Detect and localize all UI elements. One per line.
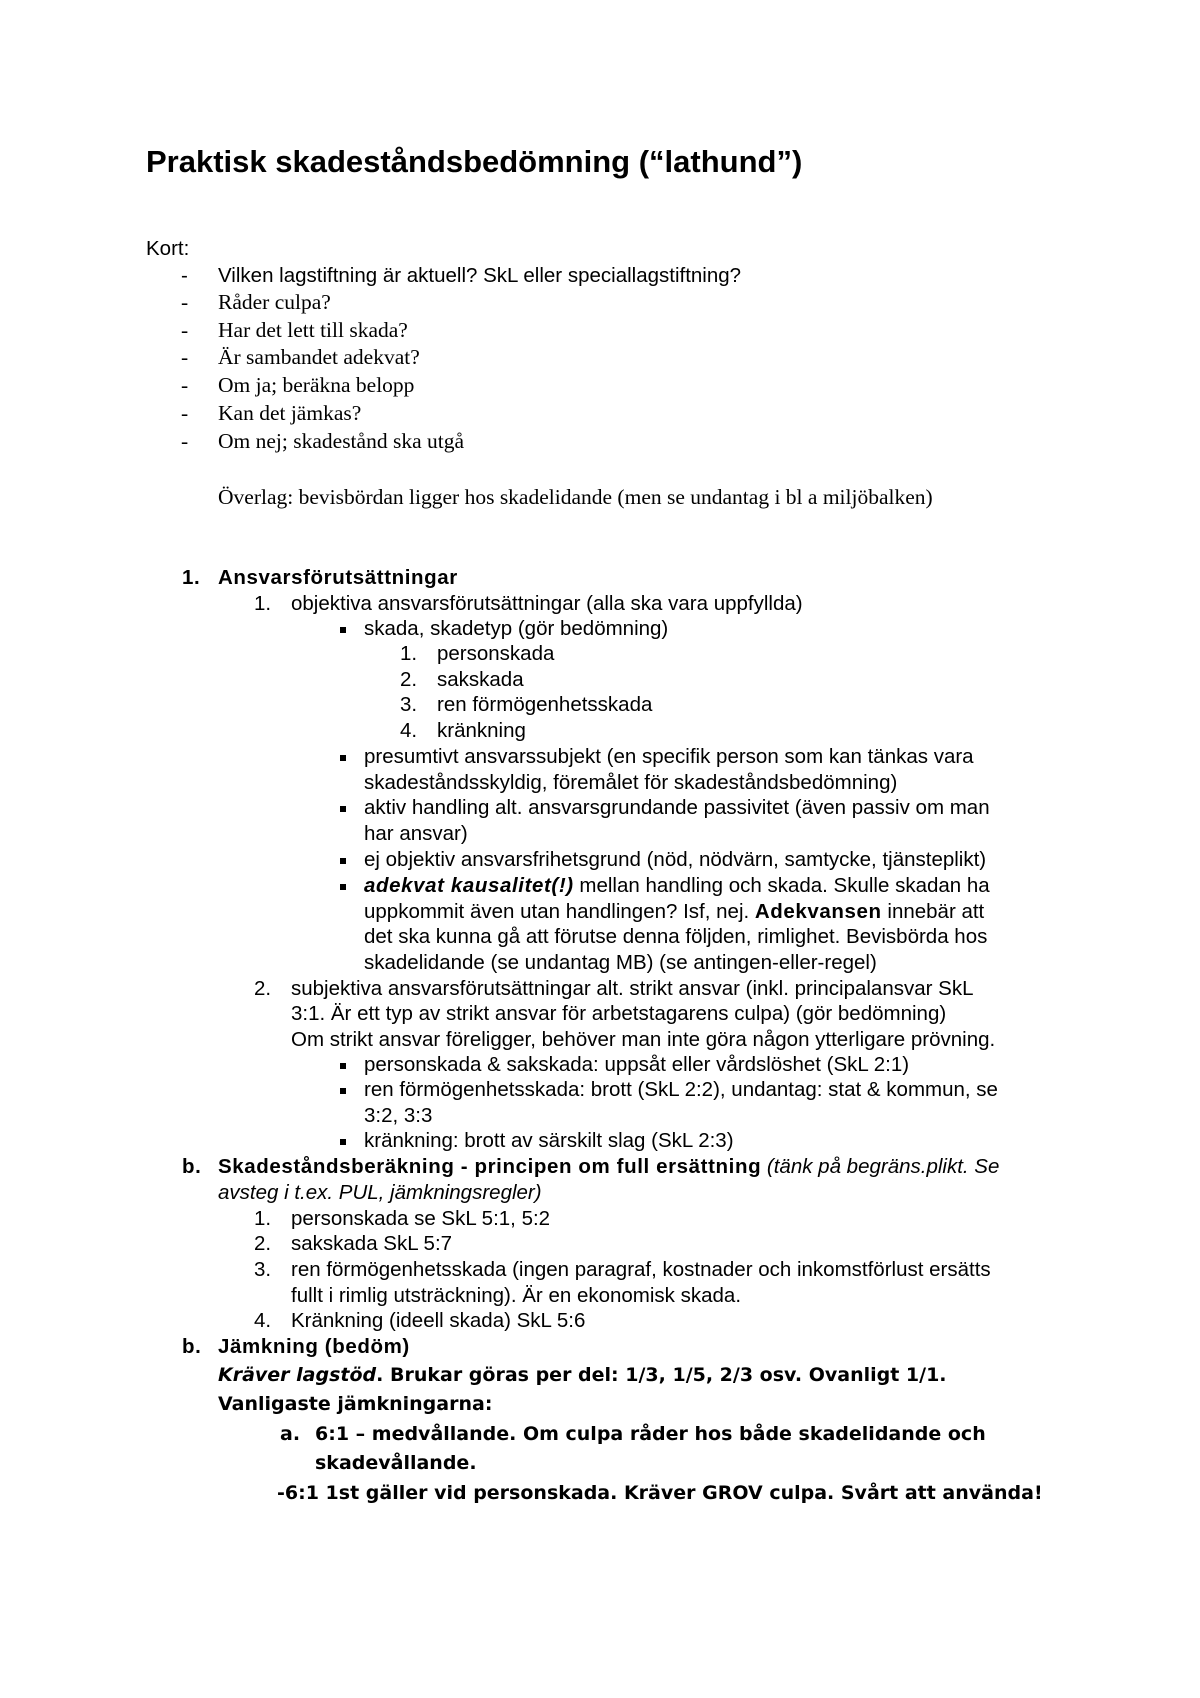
kort-item-5: Om ja; beräkna belopp [218,373,415,397]
kort-label: Kort: [146,237,190,260]
section-note: avsteg i t.ex. PUL, jämkningsregler) [218,1181,542,1204]
type-text: ren förmögenhetsskada [437,693,653,716]
section-marker: b. [182,1155,202,1178]
type-marker: 4. [400,719,418,742]
sub2-line-1: subjektiva ansvarsförutsättningar alt. strikt ansvar (inkl. principalansvar SkL [291,977,974,1000]
jamkning-text: . Brukar göras per del: 1/3, 1/5, 2/3 osv. Ovanligt 1/1. [376,1364,947,1386]
type-text: personskada [437,642,555,665]
list-dash: - [181,318,189,342]
page-title: Praktisk skadeståndsbedömning (“lathund”) [146,144,803,179]
bullet-square [340,627,346,633]
lagstod-term: Kräver lagstöd [218,1364,377,1386]
medvallande-line-1: 6:1 – medvållande. Om culpa råder hos både skadelidande och [315,1423,986,1445]
sub2-line-2: 3:1. Är ett typ av strikt ansvar för arbetstagarens culpa) (gör bedömning) [291,1002,947,1025]
bullet-text: har ansvar) [364,822,468,845]
list-dash: - [181,401,189,425]
bullet-text: 3:2, 3:3 [364,1104,433,1127]
adekvansen-term: Adekvansen [754,900,882,923]
section-heading: Skadeståndsberäkning - principen om full ersättning [218,1155,762,1178]
adekvat-line-3: det ska kunna gå att förutse denna följden, rimlighet. Bevisbörda hos [364,925,988,948]
section-marker: b. [182,1335,202,1358]
adekvat-line-1 [364,873,990,899]
type-text: kränkning [437,719,526,742]
bullet-text: skada, skadetyp (gör bedömning) [364,617,669,640]
bullet-square [340,755,346,761]
bullet-text: ren förmögenhetsskada: brott (SkL 2:2), undantag: stat & kommun, se [364,1078,998,1101]
adekvat-term: adekvat kausalitet(!) [364,874,574,897]
item-marker: 1. [254,1207,272,1230]
bullet-square [340,1063,346,1069]
adekvat-line-2 [364,899,984,925]
section-marker: 1. [182,566,201,589]
section-heading: Jämkning (bedöm) [218,1335,410,1358]
type-text: sakskada [437,668,524,691]
bullet-text: ej objektiv ansvarsfrihetsgrund (nöd, nödvärn, samtycke, tjänsteplikt) [364,848,987,871]
jamkning-line-2: Vanligaste jämkningarna: [218,1393,493,1415]
bullet-square [340,1139,346,1145]
bullet-text: skadeståndsskyldig, föremålet för skadeståndsbedömning) [364,771,898,794]
item-marker: 4. [254,1309,272,1332]
bullet-text: presumtivt ansvarssubjekt (en specifik person som kan tänkas vara [364,745,974,768]
sub2-line-3: Om strikt ansvar föreligger, behöver man inte göra någon ytterligare prövning. [291,1028,996,1051]
type-marker: 1. [400,642,418,665]
item-text: Kränkning (ideell skada) SkL 5:6 [291,1309,586,1332]
adekvat-text: innebär att [881,900,985,923]
kort-item-4: Är sambandet adekvat? [218,345,420,369]
final-note: -6:1 1st gäller vid personskada. Kräver GROV culpa. Svårt att använda! [277,1482,1043,1504]
bullet-square [340,884,346,890]
bullet-square [340,858,346,864]
kort-item-3: Har det lett till skada? [218,318,408,342]
item-text: fullt i rimlig utsträckning). Är en ekonomisk skada. [291,1284,742,1307]
bullet-square [340,806,346,812]
kort-item-6: Kan det jämkas? [218,401,362,425]
list-dash: - [181,429,189,453]
section-b1-line-1 [218,1154,999,1180]
kort-item-2: Råder culpa? [218,290,331,314]
item-text: sakskada SkL 5:7 [291,1232,453,1255]
sub-marker: 2. [254,977,272,1000]
bullet-text: personskada & sakskada: uppsåt eller vårdslöshet (SkL 2:1) [364,1053,910,1076]
adekvat-text: uppkommit även utan handlingen? Isf, nej. [364,900,755,923]
kort-item-1: Vilken lagstiftning är aktuell? SkL eller speciallagstiftning? [218,264,742,287]
section-heading: Ansvarsförutsättningar [218,566,458,589]
bullet-text: aktiv handling alt. ansvarsgrundande passivitet (även passiv om man [364,796,990,819]
item-text: ren förmögenhetsskada (ingen paragraf, kostnader och inkomstförlust ersätts [291,1258,991,1281]
item-marker: 2. [254,1232,272,1255]
type-marker: 2. [400,668,418,691]
medvallande-line-2: skadevållande. [315,1452,477,1474]
adekvat-text: mellan handling och skada. Skulle skadan ha [573,874,990,897]
sub-marker: 1. [254,592,272,615]
type-marker: 3. [400,693,418,716]
sub-heading: objektiva ansvarsförutsättningar (alla ska vara uppfyllda) [291,592,803,615]
section-note: (tänk på begräns.plikt. Se [761,1155,1000,1178]
list-dash: - [181,345,189,369]
item-marker: 3. [254,1258,272,1281]
sub-marker: a. [280,1423,301,1445]
list-dash: - [181,290,189,314]
kort-item-7: Om nej; skadestånd ska utgå [218,429,465,453]
adekvat-line-4: skadelidande (se undantag MB) (se antingen-eller-regel) [364,951,877,974]
bullet-text: kränkning: brott av särskilt slag (SkL 2:3) [364,1129,734,1152]
bullet-square [340,1088,346,1094]
overlag-text: Överlag: bevisbördan ligger hos skadelidande (men se undantag i bl a miljöbalken) [218,485,933,509]
list-dash: - [181,373,189,397]
item-text: personskada se SkL 5:1, 5:2 [291,1207,551,1230]
jamkning-line-1 [218,1362,947,1388]
list-dash: - [181,264,188,287]
